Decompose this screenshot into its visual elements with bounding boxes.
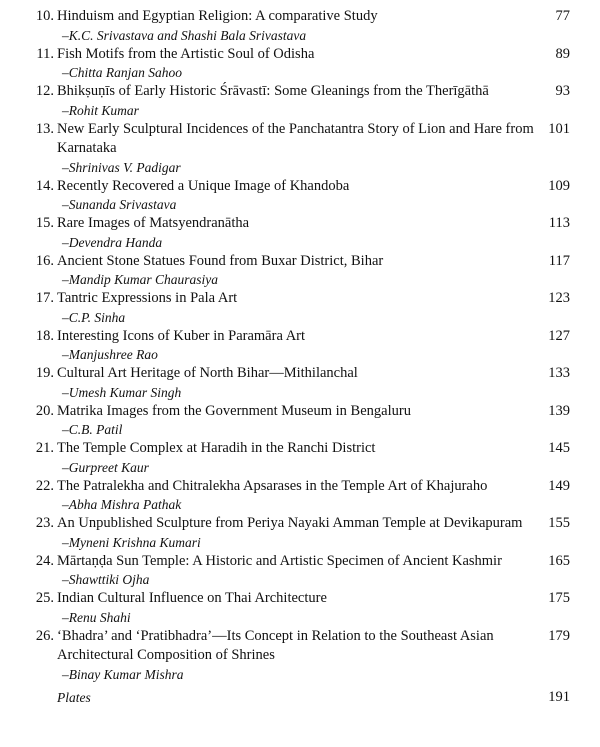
toc-entry (0, 552, 600, 590)
entry-page: 113 (548, 215, 570, 231)
entry-number: 26. (35, 627, 54, 644)
toc-entry (0, 7, 600, 45)
entry-title: Fish Motifs from the Artistic Soul of Odisha (57, 45, 315, 62)
entry-author: –Renu Shahi (62, 609, 131, 625)
entry-page: 117 (548, 252, 570, 269)
toc-entry (0, 82, 600, 120)
entry-number: 21. (35, 440, 54, 456)
entry-number: 10. (35, 8, 54, 24)
toc-entry-plates (0, 684, 600, 708)
entry-title: The Patralekha and Chitralekha Apsarases in the Temple Art of Khajuraho (57, 477, 488, 494)
entry-author: –Umesh Kumar Singh (62, 384, 182, 400)
entry-author: –Mandip Kumar Chaurasiya (62, 272, 219, 287)
entry-author: –C.B. Patil (62, 422, 123, 437)
entry-page: 133 (548, 365, 570, 381)
toc-entry (0, 289, 600, 327)
plates-title: Plates (57, 689, 91, 705)
toc-entry (0, 45, 600, 83)
entry-title: Hinduism and Egyptian Religion: A comparative Study (57, 8, 378, 24)
entry-page: 175 (548, 590, 570, 606)
entry-author: –Gurpreet Kaur (62, 459, 149, 475)
entry-page: 165 (548, 552, 570, 569)
entry-title: ‘Bhadra’ and ‘Pratibhadra’—Its Concept in Relation to the Southeast Asian Architectural Composition of Shrines (57, 627, 494, 663)
entry-number: 19. (35, 365, 54, 381)
entry-page: 127 (548, 327, 570, 344)
entry-number: 11. (36, 45, 54, 62)
toc-entry (0, 402, 600, 440)
entry-number: 25. (35, 590, 54, 606)
entry-title: Bhikṣuṇīs of Early Historic Śrāvastī: Some Gleanings from the Therīgāthā (57, 83, 489, 99)
toc-entry (0, 477, 600, 515)
entry-author: –Manjushree Rao (62, 347, 158, 362)
entry-author: –Sunanda Srivastava (62, 197, 177, 212)
entry-number: 14. (35, 177, 54, 194)
entry-author: –Myneni Krishna Kumari (62, 534, 201, 550)
entry-author: –K.C. Srivastava and Shashi Bala Srivastava (62, 27, 307, 43)
entry-title: Matrika Images from the Government Museum in Bengaluru (57, 402, 411, 419)
entry-number: 13. (35, 120, 54, 137)
toc-entry (0, 177, 600, 215)
toc-entry (0, 214, 600, 252)
entry-number: 23. (35, 515, 54, 531)
entry-author: –Chitta Ranjan Sahoo (62, 65, 183, 80)
entry-author: –Shawttiki Ojha (62, 572, 150, 587)
entry-author: –Rohit Kumar (62, 102, 139, 118)
entry-number: 15. (35, 215, 54, 231)
toc-entry (0, 514, 600, 552)
entry-page: 109 (548, 177, 570, 194)
entry-page: 93 (555, 83, 570, 99)
entry-page: 139 (548, 402, 570, 419)
entry-author: –Devendra Handa (62, 234, 163, 250)
entry-title: Interesting Icons of Kuber in Paramāra Art (57, 327, 306, 344)
entry-title: Mārtaṇḍa Sun Temple: A Historic and Artistic Specimen of Ancient Kashmir (57, 552, 502, 569)
entry-number: 24. (35, 552, 54, 569)
table-of-contents (0, 7, 600, 707)
entry-page: 77 (555, 8, 570, 24)
toc-entry (0, 439, 600, 477)
entry-title: Rare Images of Matsyendranātha (57, 215, 250, 231)
entry-title: New Early Sculptural Incidences of the Panchatantra Story of Lion and Hare from Karnataka (57, 120, 534, 156)
toc-entry (0, 589, 600, 627)
entry-title: Ancient Stone Statues Found from Buxar District, Bihar (57, 252, 384, 269)
entry-number: 22. (35, 477, 54, 494)
toc-entry (0, 120, 600, 177)
entry-author: –Shrinivas V. Padigar (62, 159, 181, 175)
entry-title: Tantric Expressions in Pala Art (57, 290, 238, 306)
entry-author: –Binay Kumar Mishra (62, 666, 184, 682)
toc-entry (0, 627, 600, 684)
entry-page: 179 (548, 627, 570, 644)
entry-title: Recently Recovered a Unique Image of Khandoba (57, 177, 350, 194)
entry-number: 18. (35, 327, 54, 344)
entry-page: 101 (548, 120, 570, 137)
entry-title: Indian Cultural Influence on Thai Architecture (57, 590, 327, 606)
entry-page: 149 (548, 477, 570, 494)
entry-page: 123 (548, 290, 570, 306)
entry-author: –C.P. Sinha (62, 309, 126, 325)
entry-author: –Abha Mishra Pathak (62, 497, 182, 512)
entry-page: 145 (548, 440, 570, 456)
entry-page: 89 (555, 45, 570, 62)
toc-entry (0, 327, 600, 365)
entry-number: 17. (35, 290, 54, 306)
entry-number: 12. (35, 83, 54, 99)
entry-title: An Unpublished Sculpture from Periya Nayaki Amman Temple at Devikapuram (57, 515, 523, 531)
entry-number: 16. (35, 252, 54, 269)
toc-entry (0, 252, 600, 290)
toc-entry (0, 364, 600, 402)
entry-number: 20. (35, 402, 54, 419)
entry-page: 155 (548, 515, 570, 531)
plates-page: 191 (548, 688, 570, 705)
entry-title: The Temple Complex at Haradih in the Ranchi District (57, 440, 376, 456)
entry-title: Cultural Art Heritage of North Bihar—Mithilanchal (57, 365, 358, 381)
